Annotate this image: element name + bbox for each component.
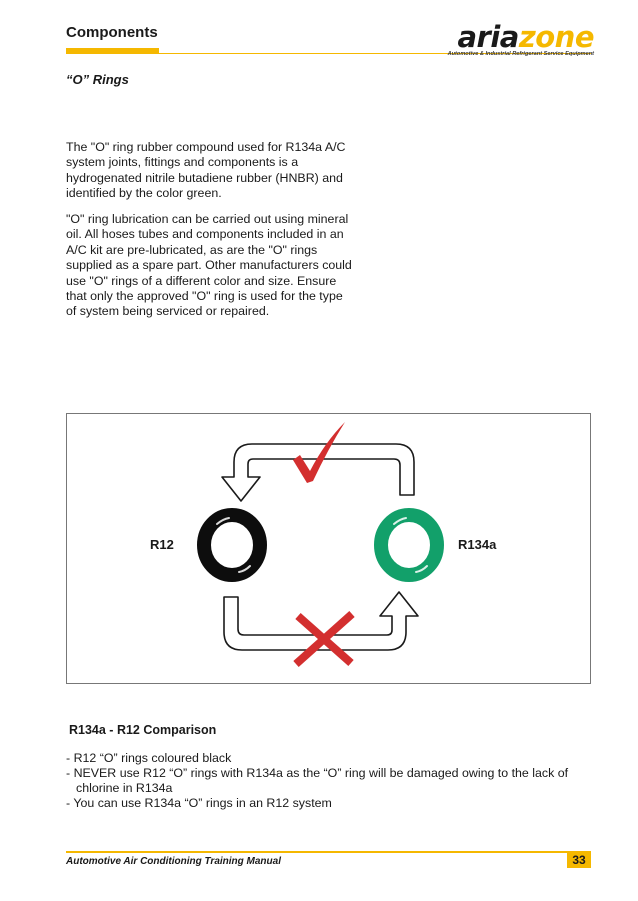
list-item: - NEVER use R12 “O” rings with R134a as the “O” ring will be damaged owing to the lack of chlorine in R134a bbox=[66, 766, 569, 795]
ariazone-logo bbox=[440, 20, 594, 57]
list-item: - R12 “O” rings coloured black bbox=[66, 751, 232, 765]
logo-tagline: Automotive & Industrial Refrigerant Service Equipment bbox=[447, 51, 594, 57]
r134a-ring-icon bbox=[381, 515, 437, 575]
page-number: 33 bbox=[567, 853, 591, 868]
header-accent-bar bbox=[66, 48, 159, 54]
r12-ring-icon bbox=[204, 515, 260, 575]
footer-manual-title: Automotive Air Conditioning Training Manual bbox=[66, 856, 281, 867]
comparison-list bbox=[66, 751, 596, 811]
page-subtitle: “O” Rings bbox=[66, 72, 129, 87]
logo-word-aria: aria bbox=[457, 20, 519, 54]
diagram-graphic bbox=[67, 414, 592, 685]
comparison-title: R134a - R12 Comparison bbox=[69, 723, 217, 737]
footer-rule bbox=[66, 851, 591, 853]
list-item: - You can use R134a “O” rings in an R12 system bbox=[66, 796, 332, 810]
paragraph-lubrication: "O" ring lubrication can be carried out using mineral oil. All hoses tubes and components included in an A/C kit are pre-lubricated, as are the "O" rings supplied as a spare part. Other manufacturers could use "O" rings of a different color and size. Ensure that only the approved "O" ring is used for the type of system being serviced or repaired. bbox=[66, 212, 352, 319]
logo-word-zone: zone bbox=[518, 20, 594, 54]
r12-label: R12 bbox=[150, 537, 174, 552]
section-title: Components bbox=[66, 24, 158, 41]
o-ring-diagram bbox=[66, 413, 591, 684]
r134a-label: R134a bbox=[458, 537, 497, 552]
paragraph-hnbr: The "O" ring rubber compound used for R134a A/C system joints, fittings and components is a hydrogenated nitrile butadiene rubber (HNBR) and identified by the color green. bbox=[66, 140, 346, 201]
top-return-arrow bbox=[222, 444, 414, 501]
